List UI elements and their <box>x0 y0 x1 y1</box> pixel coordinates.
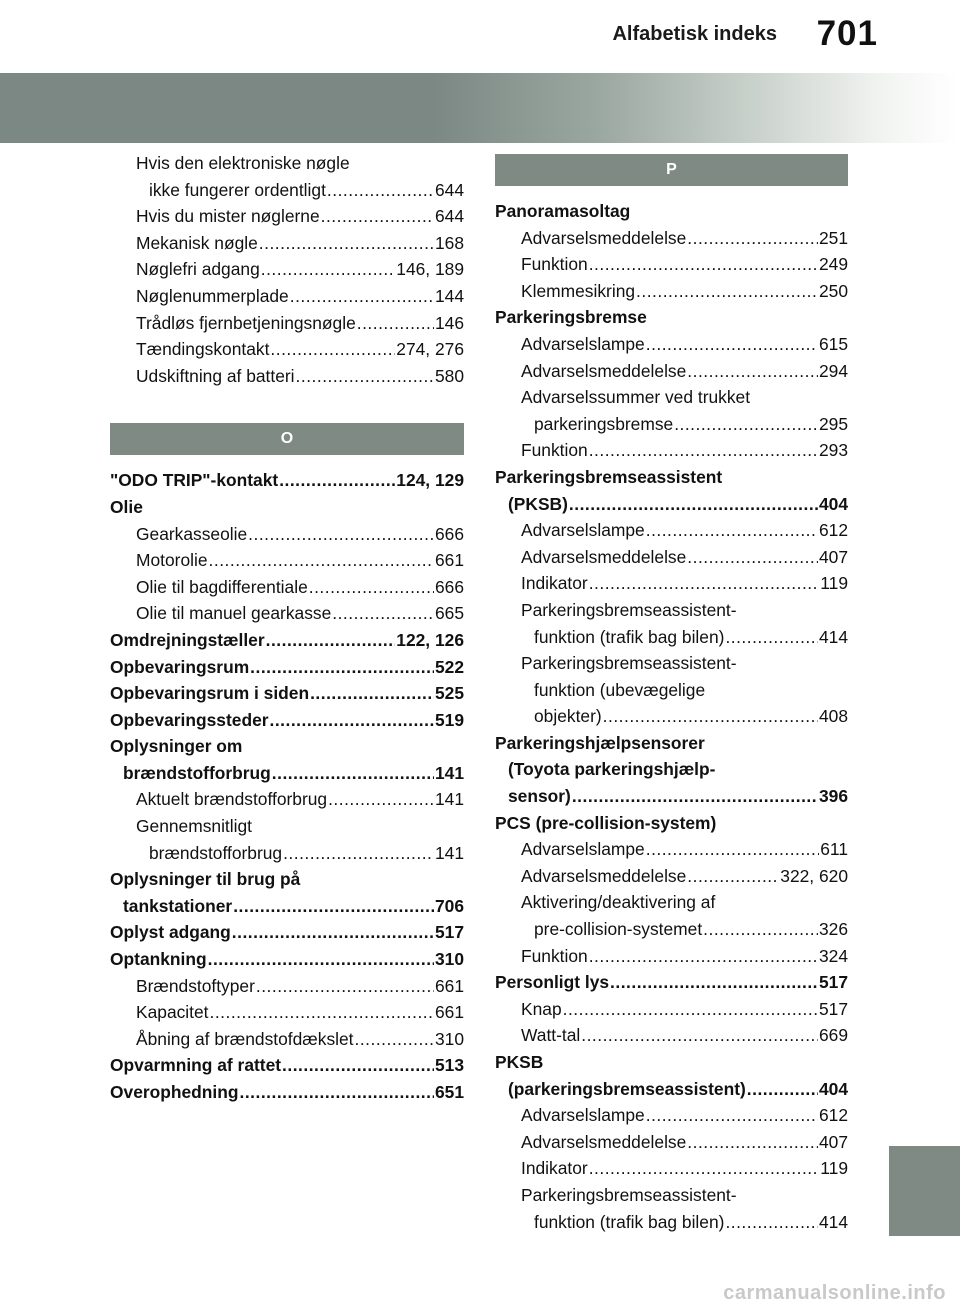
entry-page: 517 <box>818 972 848 993</box>
entry-text: PKSB <box>495 1052 544 1072</box>
page-number: 701 <box>816 14 878 53</box>
index-entry <box>495 570 848 597</box>
entry-text: Advarselsmeddelelse <box>521 865 687 886</box>
entry-text: Aktuelt brændstofforbrug <box>136 789 328 810</box>
dot-leader <box>355 1026 434 1053</box>
dot-leader <box>687 358 818 385</box>
dot-leader <box>687 863 779 890</box>
dot-leader <box>208 946 434 973</box>
entry-text: Funktion <box>521 254 588 275</box>
entry-text: Oplysninger til brug på <box>110 869 301 890</box>
entry-page: 519 <box>434 709 464 730</box>
entry-text: Trådløs fjernbetjeningsnøgle <box>136 312 356 333</box>
entry-text: Parkeringsbremse <box>495 307 647 328</box>
dot-leader <box>283 840 434 867</box>
index-entry <box>495 1022 848 1049</box>
dot-leader <box>572 783 818 810</box>
entry-page: 408 <box>818 706 848 727</box>
index-entry <box>110 654 464 681</box>
index-entry <box>110 866 464 893</box>
entry-text: Tændingskontakt <box>136 339 270 360</box>
entry-page: 580 <box>434 365 464 386</box>
dot-leader <box>233 893 434 920</box>
dot-leader <box>603 703 818 730</box>
entry-text: pre-collision-systemet <box>534 919 703 940</box>
entry-page: 168 <box>434 232 464 253</box>
entry-page: 124, 129 <box>396 470 464 491</box>
entry-text: Parkeringsbremseassistent- <box>521 653 737 674</box>
entry-text: Oplyst adgang <box>110 922 231 943</box>
watermark: carmanualsonline.info <box>723 1282 946 1304</box>
index-entry <box>110 973 464 1000</box>
entry-text: funktion (trafik bag bilen) <box>534 1211 725 1232</box>
entry-text: Opbevaringsrum i siden <box>110 683 310 704</box>
dot-leader <box>725 624 818 651</box>
section-header-p: P <box>495 154 848 186</box>
dot-leader <box>310 680 434 707</box>
index-entry <box>495 544 848 571</box>
index-entry <box>110 707 464 734</box>
index-entry <box>495 943 848 970</box>
index-entry <box>110 310 464 337</box>
index-entry <box>495 304 848 331</box>
entry-text: funktion (trafik bag bilen) <box>534 626 725 647</box>
index-entry <box>495 756 848 783</box>
index-entry <box>495 411 848 438</box>
index-entry <box>495 703 848 730</box>
entry-page: 612 <box>818 1105 848 1126</box>
dot-leader <box>747 1076 818 1103</box>
entry-page: 251 <box>818 227 848 248</box>
index-entry <box>110 547 464 574</box>
index-entry <box>110 230 464 257</box>
entry-text: Parkeringsbremseassistent- <box>521 599 737 620</box>
index-entry <box>495 863 848 890</box>
entry-page: 661 <box>434 975 464 996</box>
entry-page: 322, 620 <box>780 865 848 886</box>
entry-page: 144 <box>434 285 464 306</box>
entry-page: 706 <box>434 895 464 916</box>
entry-text: Olie til manuel gearkasse <box>136 603 332 624</box>
entry-page: 615 <box>818 333 848 354</box>
dot-leader <box>581 1022 818 1049</box>
index-entry <box>495 1182 848 1209</box>
index-entry <box>110 1026 464 1053</box>
entry-text: Personligt lys <box>495 972 610 993</box>
entry-text: Advarselsmeddelelse <box>521 546 687 567</box>
dot-leader <box>250 654 434 681</box>
entry-text: Advarselslampe <box>521 839 645 860</box>
index-entry <box>495 1076 848 1103</box>
dot-leader <box>210 999 434 1026</box>
dot-leader <box>703 916 818 943</box>
index-entries-o <box>110 467 464 1105</box>
entry-text: funktion (ubevægelige <box>534 679 706 700</box>
entry-text: Brændstoftyper <box>136 975 255 996</box>
dot-leader <box>282 1052 434 1079</box>
entry-text: Gearkasseolie <box>136 523 248 544</box>
entry-text: (PKSB) <box>508 493 568 514</box>
index-entry <box>110 467 464 494</box>
index-entry <box>495 810 848 837</box>
entry-text: "ODO TRIP"-kontakt <box>110 470 279 491</box>
index-entry <box>110 150 464 177</box>
index-entry <box>495 677 848 704</box>
entry-text: Advarselslampe <box>521 333 645 354</box>
section-title: Alfabetisk indeks <box>612 23 777 45</box>
entry-text: Advarselssummer ved trukket <box>521 387 751 408</box>
index-entry <box>495 1155 848 1182</box>
index-entry <box>110 1079 464 1106</box>
index-entry <box>495 358 848 385</box>
entry-page: 666 <box>434 576 464 597</box>
index-entry <box>110 893 464 920</box>
index-entry <box>110 363 464 390</box>
dot-leader <box>646 1102 818 1129</box>
index-entry <box>110 760 464 787</box>
index-entry <box>495 1129 848 1156</box>
entry-page: 517 <box>434 922 464 943</box>
entry-page: 293 <box>818 440 848 461</box>
entry-page: 310 <box>434 1028 464 1049</box>
entry-text: (Toyota parkeringshjælp- <box>508 759 716 780</box>
index-entry <box>110 574 464 601</box>
entry-text: brændstofforbrug <box>123 762 271 783</box>
index-entry <box>110 1052 464 1079</box>
entry-text: Advarselslampe <box>521 1105 645 1126</box>
entry-text: Advarselsmeddelelse <box>521 227 687 248</box>
index-entry <box>495 464 848 491</box>
dot-leader <box>328 786 434 813</box>
entry-text: Knap <box>521 998 562 1019</box>
entry-page: 513 <box>434 1055 464 1076</box>
dot-leader <box>563 996 818 1023</box>
entry-page: 141 <box>434 842 464 863</box>
index-entry <box>110 283 464 310</box>
entry-text: Parkeringshjælpsensorer <box>495 732 705 753</box>
entry-page: 666 <box>434 523 464 544</box>
index-entry <box>495 225 848 252</box>
index-entry <box>495 969 848 996</box>
index-entry <box>110 999 464 1026</box>
entry-page: 146 <box>434 312 464 333</box>
index-entry <box>495 836 848 863</box>
entry-page: 141 <box>434 789 464 810</box>
entry-page: 294 <box>818 360 848 381</box>
dot-leader <box>240 1079 434 1106</box>
entry-text: Hvis du mister nøglerne <box>136 206 320 227</box>
dot-leader <box>321 203 434 230</box>
entry-text: Omdrejningstæller <box>110 629 265 650</box>
index-entry <box>495 384 848 411</box>
dot-leader <box>248 521 434 548</box>
dot-leader <box>687 225 818 252</box>
index-entry <box>495 730 848 757</box>
entry-text: sensor) <box>508 786 571 807</box>
index-entry <box>495 597 848 624</box>
index-entry <box>495 198 848 225</box>
entry-text: parkeringsbremse <box>534 413 674 434</box>
entry-text: Olie <box>110 496 143 517</box>
page-header <box>0 0 960 62</box>
entry-text: Parkeringsbremseassistent- <box>521 1184 737 1205</box>
dot-leader <box>272 760 434 787</box>
dot-leader <box>646 331 818 358</box>
index-entry <box>110 840 464 867</box>
entry-page: 517 <box>818 998 848 1019</box>
entry-text: Opvarmning af rattet <box>110 1055 282 1076</box>
index-entry <box>110 813 464 840</box>
entry-text: ikke fungerer ordentligt <box>149 179 326 200</box>
entry-page: 665 <box>434 603 464 624</box>
dot-leader <box>357 310 434 337</box>
index-entry <box>495 1049 848 1076</box>
index-entry <box>110 733 464 760</box>
entry-text: Watt-tal <box>521 1025 581 1046</box>
index-entry <box>110 680 464 707</box>
dot-leader <box>332 600 434 627</box>
index-entries-p <box>495 198 848 1235</box>
dot-leader <box>610 969 818 996</box>
entry-text: Indikator <box>521 1158 588 1179</box>
dot-leader <box>636 278 818 305</box>
index-entry <box>110 919 464 946</box>
dot-leader <box>296 363 434 390</box>
entry-page: 146, 189 <box>396 259 464 280</box>
index-entry <box>495 331 848 358</box>
entry-page: 119 <box>820 1158 848 1179</box>
index-entry <box>110 627 464 654</box>
entry-text: Aktivering/deaktivering af <box>521 892 716 913</box>
entry-text: Advarselslampe <box>521 520 645 541</box>
index-entry <box>495 1102 848 1129</box>
index-entry <box>110 203 464 230</box>
dot-leader <box>687 544 818 571</box>
dot-leader <box>569 491 818 518</box>
dot-leader <box>266 627 396 654</box>
index-entry <box>110 336 464 363</box>
entry-page: 407 <box>818 546 848 567</box>
entry-page: 644 <box>434 206 464 227</box>
entry-text: tankstationer <box>123 895 233 916</box>
entry-text: Oplysninger om <box>110 736 243 757</box>
dot-leader <box>687 1129 818 1156</box>
dot-leader <box>309 574 434 601</box>
index-entry <box>110 177 464 204</box>
entry-text: Advarselsmeddelelse <box>521 360 687 381</box>
index-entry <box>495 1209 848 1236</box>
index-entry <box>495 491 848 518</box>
entry-page: 407 <box>818 1131 848 1152</box>
entry-page: 274, 276 <box>396 339 464 360</box>
index-entry <box>110 946 464 973</box>
index-entry <box>495 996 848 1023</box>
entry-page: 661 <box>434 550 464 571</box>
dot-leader <box>589 1155 820 1182</box>
index-entry <box>495 624 848 651</box>
dot-leader <box>261 256 396 283</box>
entry-page: 414 <box>818 1211 848 1232</box>
entry-page: 249 <box>818 254 848 275</box>
entry-text: Motorolie <box>136 550 208 571</box>
entry-text: objekter) <box>534 706 602 727</box>
entry-page: 661 <box>434 1002 464 1023</box>
dot-leader <box>279 467 395 494</box>
dot-leader <box>259 230 434 257</box>
dot-leader <box>725 1209 818 1236</box>
section-header-o: O <box>110 423 464 455</box>
dot-leader <box>232 919 434 946</box>
entry-text: Klemmesikring <box>521 280 636 301</box>
entry-text: Parkeringsbremseassistent <box>495 466 723 487</box>
dot-leader <box>646 836 820 863</box>
index-entry <box>495 916 848 943</box>
entry-text: Funktion <box>521 440 588 461</box>
dot-leader <box>209 547 434 574</box>
entry-text: Nøglefri adgang <box>136 259 260 280</box>
entry-page: 651 <box>434 1082 464 1102</box>
entry-page: 250 <box>818 280 848 301</box>
entry-text: Overophedning <box>110 1082 239 1102</box>
dot-leader <box>589 943 818 970</box>
entry-text: Funktion <box>521 945 588 966</box>
dot-leader <box>256 973 434 1000</box>
entry-text: Opbevaringssteder <box>110 709 269 730</box>
entry-text: Olie til bagdifferentiale <box>136 576 308 597</box>
entry-text: Hvis den elektroniske nøgle <box>136 153 350 173</box>
entry-text: (parkeringsbremseassistent) <box>508 1078 746 1099</box>
dot-leader <box>589 437 818 464</box>
index-entry <box>495 517 848 544</box>
entry-page: 122, 126 <box>396 629 464 650</box>
entry-text: PCS (pre-collision-system) <box>495 812 717 833</box>
dot-leader <box>270 336 395 363</box>
index-entry <box>110 494 464 521</box>
entry-page: 611 <box>820 839 848 860</box>
dot-leader <box>290 283 434 310</box>
entry-text: Panoramasoltag <box>495 201 631 221</box>
entry-page: 295 <box>818 413 848 434</box>
entry-page: 310 <box>434 949 464 970</box>
dot-leader <box>646 517 818 544</box>
entry-page: 525 <box>434 683 464 704</box>
entry-page: 141 <box>434 762 464 783</box>
index-entry <box>110 521 464 548</box>
entry-text: Advarselsmeddelelse <box>521 1131 687 1152</box>
entry-page: 414 <box>818 626 848 647</box>
entry-text: Indikator <box>521 573 588 594</box>
dot-leader <box>327 177 434 204</box>
dot-leader <box>589 251 818 278</box>
entry-text: brændstofforbrug <box>149 842 283 863</box>
entry-text: Gennemsnitligt <box>136 816 252 837</box>
entry-text: Kapacitet <box>136 1002 209 1023</box>
left-column <box>110 150 464 1106</box>
entry-text: Opbevaringsrum <box>110 656 250 677</box>
entry-page: 396 <box>818 786 848 807</box>
index-entry <box>495 437 848 464</box>
dot-leader <box>674 411 818 438</box>
entry-text: Mekanisk nøgle <box>136 232 258 253</box>
header-banner <box>0 73 960 143</box>
dot-leader <box>270 707 434 734</box>
index-entry <box>495 783 848 810</box>
entry-page: 644 <box>434 179 464 200</box>
entry-page: 522 <box>434 656 464 677</box>
index-entry <box>495 251 848 278</box>
dot-leader <box>589 570 820 597</box>
entry-page: 324 <box>818 945 848 966</box>
index-entry <box>110 600 464 627</box>
entry-page: 612 <box>818 520 848 541</box>
entry-page: 404 <box>818 1078 848 1099</box>
entry-text: Åbning af brændstofdækslet <box>136 1028 354 1049</box>
entry-page: 404 <box>818 493 848 514</box>
index-entry <box>110 256 464 283</box>
index-entry <box>495 889 848 916</box>
index-entry <box>495 650 848 677</box>
entry-page: 669 <box>818 1025 848 1046</box>
entry-page: 326 <box>818 919 848 940</box>
entry-page: 119 <box>820 573 848 594</box>
entry-text: Udskiftning af batteri <box>136 365 295 386</box>
index-entry <box>495 278 848 305</box>
continued-entries <box>110 150 464 389</box>
right-column <box>495 154 848 1235</box>
entry-text: Optankning <box>110 949 207 970</box>
chapter-tab <box>889 1146 960 1236</box>
entry-text: Nøglenummerplade <box>136 285 289 306</box>
index-entry <box>110 786 464 813</box>
